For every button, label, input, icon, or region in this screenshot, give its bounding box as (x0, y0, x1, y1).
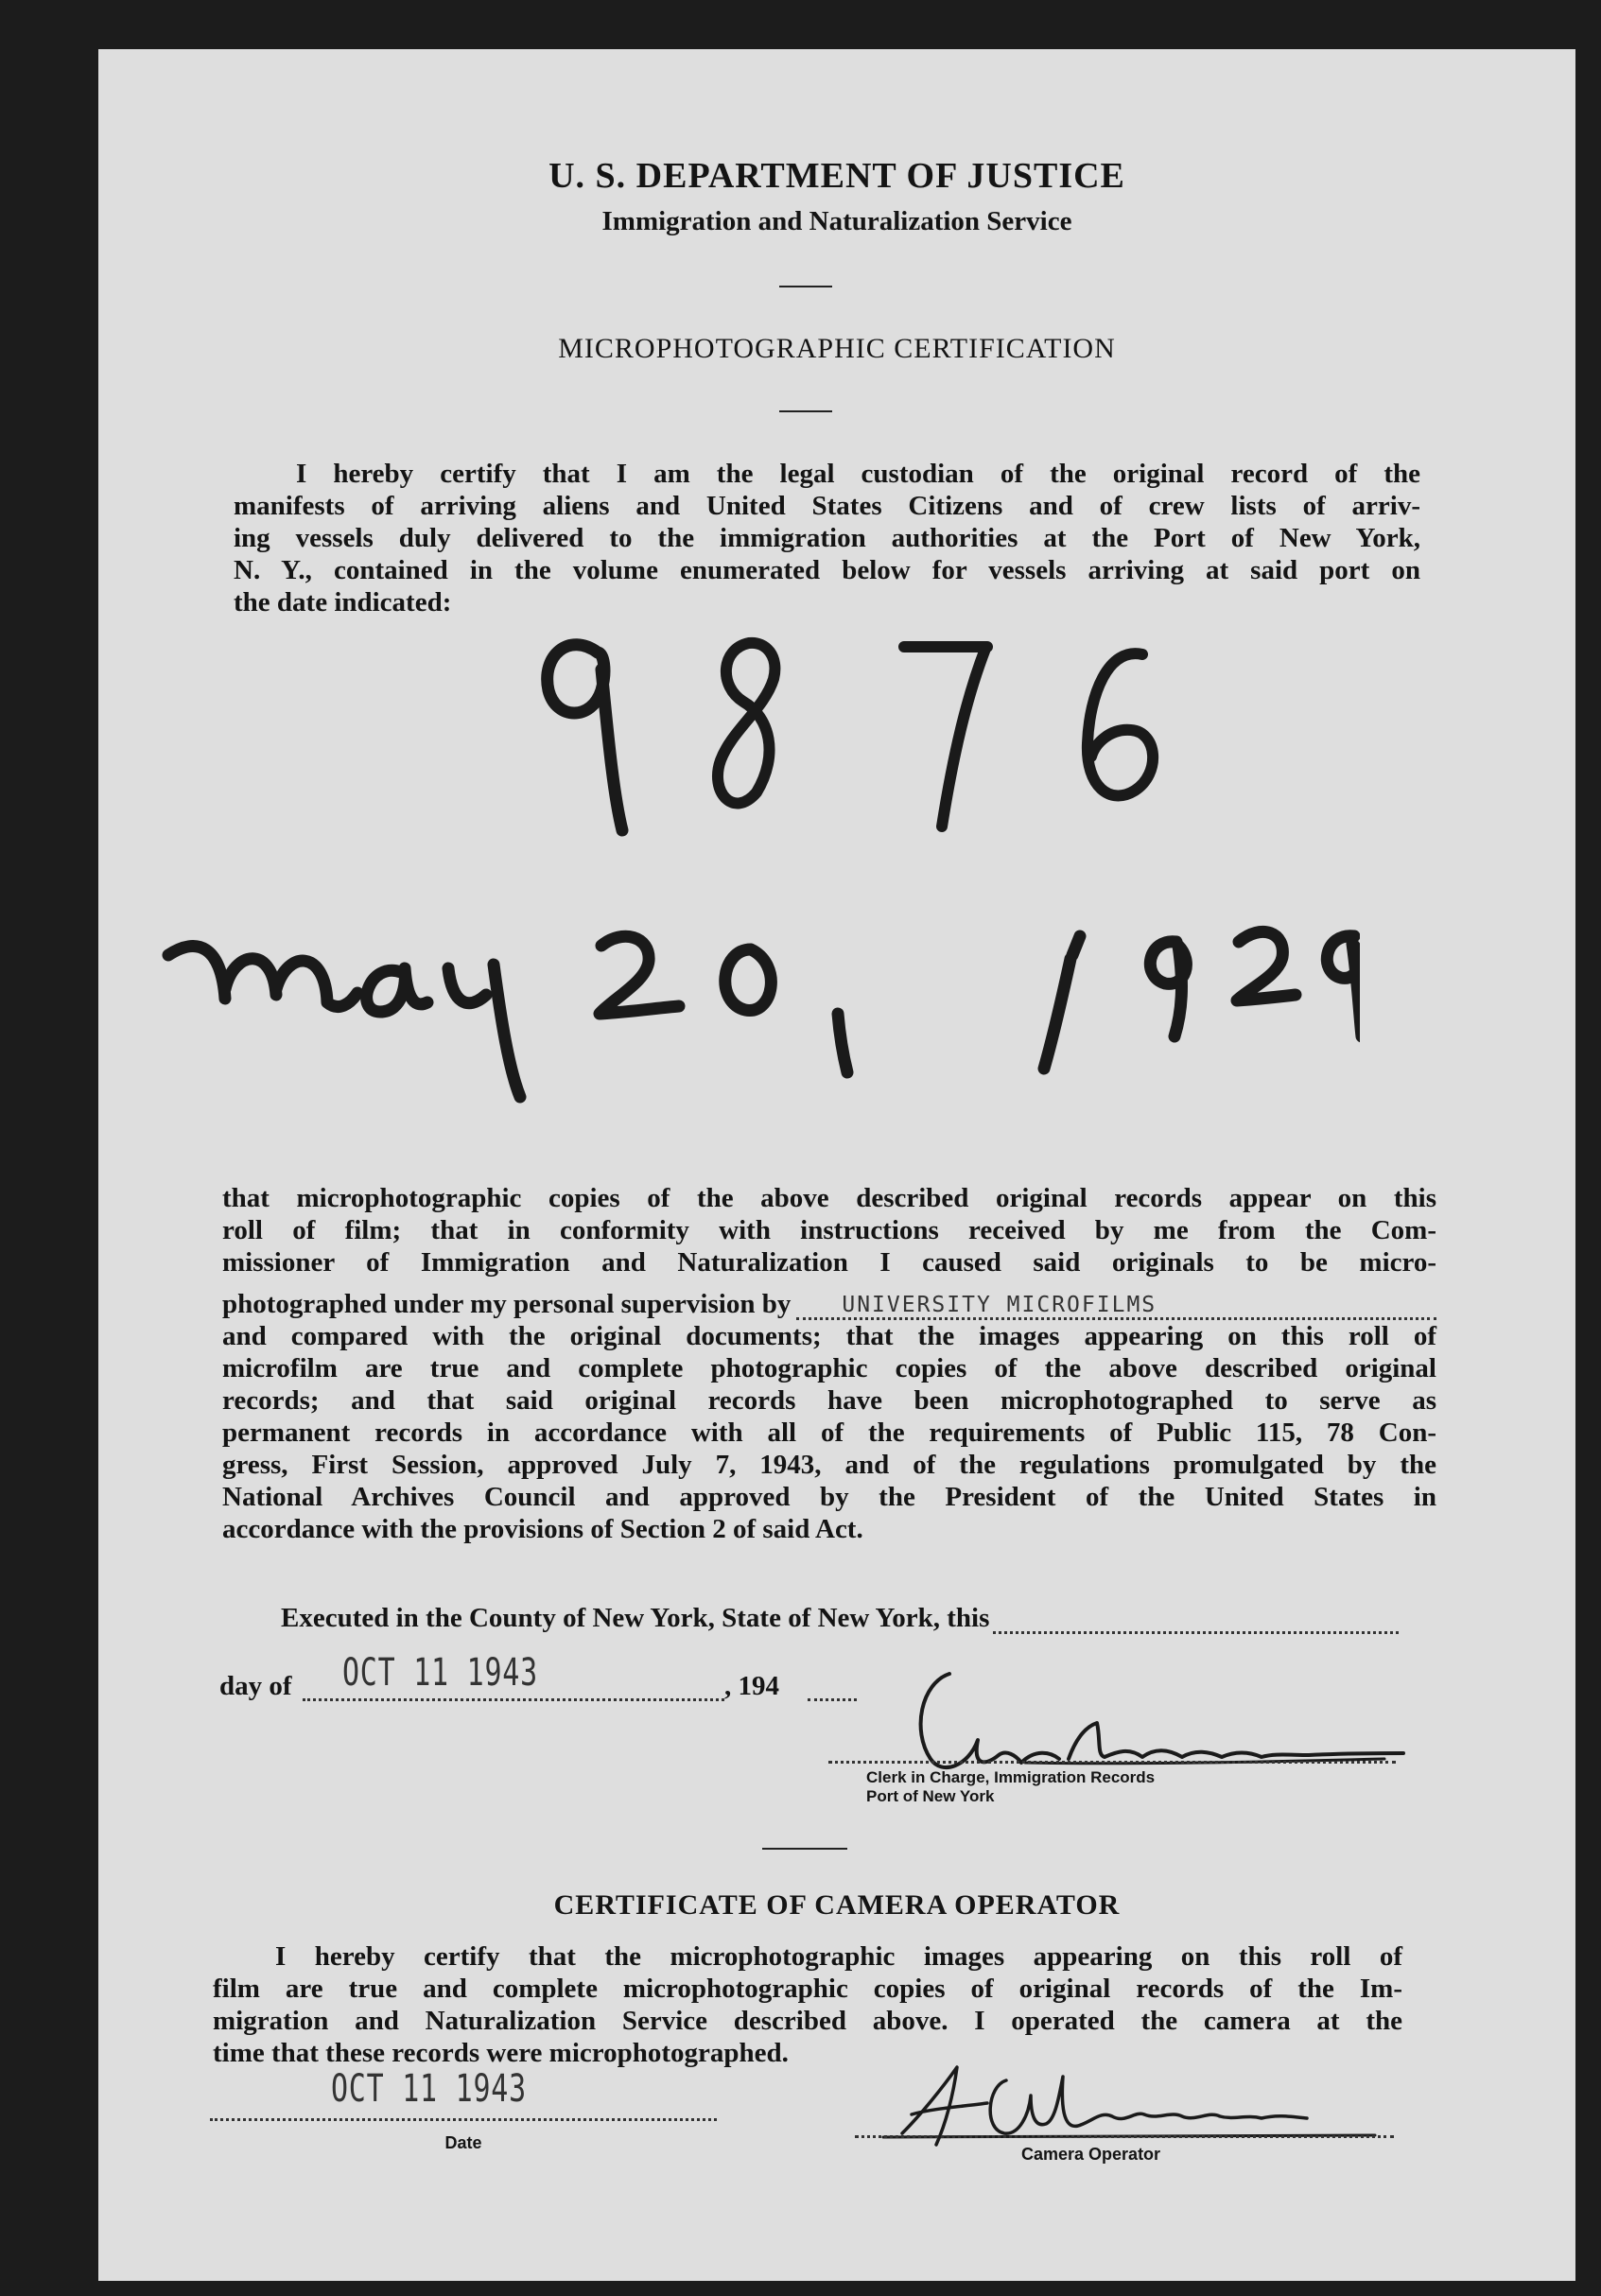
clerk-title (866, 1768, 1155, 1806)
paragraph-line: migration and Naturalization Service described above. I operated the camera at the (213, 2006, 1402, 2036)
paragraph-line: microfilm are true and complete photographic copies of the above described original (222, 1353, 1436, 1383)
supervision-line (222, 1288, 1436, 1320)
operator-signature-line (855, 2133, 1394, 2138)
department-heading: U. S. DEPARTMENT OF JUSTICE (548, 156, 1125, 196)
day-of-line (219, 1651, 976, 1704)
paragraph-line: manifests of arriving aliens and United States Citizens and of crew lists of arriv- (234, 491, 1420, 521)
divider (779, 410, 832, 412)
day-of-label: day of (219, 1671, 292, 1701)
executed-line (281, 1602, 1399, 1634)
supervisor-stamp: UNIVERSITY MICROFILMS (842, 1293, 1157, 1317)
executed-fill-line (993, 1607, 1399, 1634)
paragraph-line: National Archives Council and approved by the President of the United States in (222, 1482, 1436, 1512)
year-prefix: , 194 (724, 1671, 779, 1701)
arrival-date-handwriting (131, 870, 1360, 1116)
paragraph-line: permanent records in accordance with all of the requirements of Public 115, 78 Con- (222, 1418, 1436, 1448)
paragraph-line: and compared with the original documents; that the images appearing on this roll of (222, 1321, 1436, 1351)
date-label: Date (444, 2133, 482, 2152)
supervision-label: photographed under my personal supervision by (222, 1289, 792, 1319)
clerk-title-line: Port of New York (866, 1787, 995, 1805)
paragraph-line: that microphotographic copies of the above described original records appear on this (222, 1183, 1436, 1213)
paragraph-line: film are true and complete microphotographic copies of original records of the Im- (213, 1974, 1402, 2004)
certification-title: MICROPHOTOGRAPHIC CERTIFICATION (558, 333, 1116, 364)
paragraph-line: time that these records were microphotographed. (213, 2038, 789, 2068)
executed-text: Executed in the County of New York, State of New York, this (281, 1603, 990, 1633)
volume-number-handwriting (496, 603, 1214, 887)
date-signature-line (210, 2116, 717, 2121)
clerk-signature-line (828, 1759, 1396, 1764)
certificate-page (98, 49, 1575, 2281)
camera-date-stamp: OCT 11 1943 (331, 2067, 527, 2111)
certification-body (222, 1182, 1436, 1545)
camera-certificate-paragraph (213, 1940, 1402, 2069)
year-fill-line (808, 1670, 857, 1701)
paragraph-line: I hereby certify that I am the legal custodian of the original record of the (296, 459, 1420, 489)
operator-label: Camera Operator (1021, 2145, 1161, 2164)
paragraph-line: accordance with the provisions of Section 2 of said Act. (222, 1514, 863, 1544)
paragraph-line: I hereby certify that the microphotographic images appearing on this roll of (275, 1941, 1402, 1972)
paragraph-line: N. Y., contained in the volume enumerated below for vessels arriving at said port on (234, 555, 1420, 585)
camera-certificate-heading: CERTIFICATE OF CAMERA OPERATOR (553, 1889, 1121, 1921)
clerk-title-line: Clerk in Charge, Immigration Records (866, 1768, 1156, 1786)
intro-paragraph (234, 458, 1420, 618)
paragraph-line: missioner of Immigration and Naturalization I caused said originals to be micro- (222, 1247, 1436, 1278)
divider (779, 286, 832, 287)
paragraph-line: gress, First Session, approved July 7, 1943, and of the regulations promulgated by the (222, 1450, 1436, 1480)
paragraph-line: ing vessels duly delivered to the immigration authorities at the Port of New York, (234, 523, 1420, 553)
paragraph-line: roll of film; that in conformity with instructions received by me from the Com- (222, 1215, 1436, 1245)
divider (762, 1848, 847, 1850)
paragraph-line: records; and that said original records have been microphotographed to serve as (222, 1385, 1436, 1416)
paragraph-line: the date indicated: (234, 587, 452, 617)
supervisor-fill-line (796, 1289, 1436, 1320)
day-of-stamp: OCT 11 1943 (342, 1651, 538, 1695)
operator-signature (845, 2058, 1488, 2152)
service-subheading: Immigration and Naturalization Service (601, 206, 1072, 236)
